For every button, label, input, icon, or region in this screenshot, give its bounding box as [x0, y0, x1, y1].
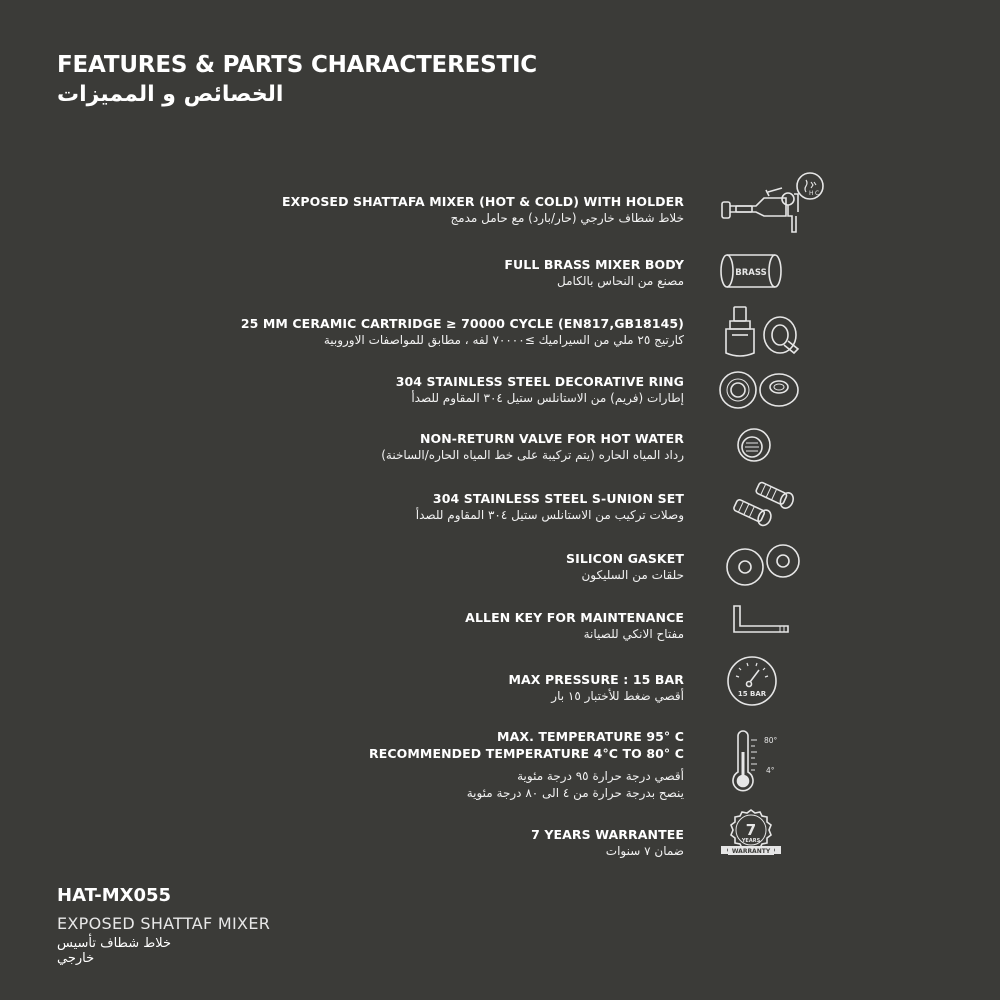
pressure-label: 15 BAR [737, 690, 767, 698]
shattafa-mixer-icon [716, 172, 828, 236]
feature-label: NON-RETURN VALVE FOR HOT WATER [419, 431, 684, 446]
feature-label: EXPOSED SHATTAFA MIXER (HOT & COLD) WITH HOLDER [281, 194, 684, 209]
feature-row-shattafa-mixer [282, 193, 684, 227]
feature-label-arabic: رداد المياه الحاره (يتم تركيبة على خط المياه الحاره/الساخنة) [381, 448, 684, 462]
page-title: FEATURES & PARTS CHARACTERESTIC [57, 52, 537, 78]
silicon-gasket-icon [723, 541, 803, 587]
feature-label-arabic: مفتاح الانكي للصيانة [583, 627, 684, 641]
svg-text:H: H [809, 190, 814, 197]
model-number: HAT-MX055 [57, 885, 172, 906]
feature-row-warranty [531, 826, 684, 860]
feature-row-decorative-ring [396, 373, 684, 407]
pressure-gauge-icon [725, 654, 779, 708]
feature-label: 304 STAINLESS STEEL DECORATIVE RING [395, 374, 684, 389]
feature-label-arabic: أقصي ضغط للأختبار ١٥ بار [551, 689, 684, 703]
allen-key-icon [730, 604, 794, 638]
temp-high-label: 80° [764, 736, 778, 745]
feature-label-arabic: خلاط شطاف خارجي (حار/بارد) مع حامل مدمج [450, 211, 684, 225]
product-name: EXPOSED SHATTAF MIXER [57, 914, 271, 933]
product-name-arabic: خلاط شطاف تأسيس خارجي [57, 936, 172, 966]
thermometer-icon [729, 732, 785, 794]
feature-label: 25 MM CERAMIC CARTRIDGE ≥ 70000 CYCLE (EN817,GB18145) [240, 316, 684, 331]
brass-body-icon [719, 252, 783, 290]
warranty-ribbon: WARRANTY [731, 848, 771, 855]
ceramic-cartridge-icon [722, 305, 802, 359]
feature-label-arabic-secondary: ينصح بدرجة حرارة من ٤ الى ٨٠ درجة مئوية [466, 786, 684, 800]
s-union-icon [730, 477, 800, 527]
feature-label: 7 YEARS WARRANTEE [531, 827, 684, 842]
warranty-number: 7 [745, 821, 757, 839]
feature-row-non-return-valve [381, 430, 684, 464]
feature-label: 304 STAINLESS STEEL S-UNION SET [432, 491, 684, 506]
feature-label-arabic: إطارات (فريم) من الاستانلس ستيل ٣٠٤ المقاوم للصدأ [411, 391, 684, 405]
feature-row-silicon-gasket [566, 550, 684, 584]
feature-row-ceramic-cartridge [241, 315, 684, 349]
feature-label-arabic: مصنع من النحاس بالكامل [557, 274, 684, 288]
feature-label: MAX PRESSURE : 15 BAR [508, 672, 684, 687]
feature-row-s-union [416, 490, 684, 524]
svg-text:C: C [815, 190, 820, 197]
feature-row-max-pressure [508, 671, 684, 705]
feature-label: ALLEN KEY FOR MAINTENANCE [465, 610, 684, 625]
decorative-ring-icon [719, 368, 801, 412]
brass-label: BRASS [735, 268, 767, 278]
feature-label-arabic: وصلات تركيب من الاستانلس ستيل ٣٠٤ المقاوم للصدأ [415, 508, 684, 522]
feature-label-arabic: حلقات من السليكون [581, 568, 684, 582]
page-title-arabic: الخصائص و المميزات [57, 82, 284, 107]
feature-label-arabic: أقصي درجة حرارة ٩٥ درجة مئوية [517, 769, 684, 783]
feature-row-allen-key [465, 609, 684, 643]
feature-label-arabic: كارتيج ٢٥ ملي من السيراميك ≥٧٠٠٠٠ لفه ، مطابق للمواصفات الاوروبية [323, 333, 684, 347]
temp-low-label: 4° [766, 766, 775, 775]
feature-label-arabic: ضمان ٧ سنوات [605, 844, 684, 858]
warranty-badge-icon [719, 808, 783, 862]
feature-label: MAX. TEMPERATURE 95° C [497, 729, 684, 744]
non-return-valve-icon [734, 425, 774, 465]
feature-row-temperature [369, 728, 684, 802]
feature-label: SILICON GASKET [566, 551, 684, 566]
feature-label: FULL BRASS MIXER BODY [504, 257, 684, 272]
feature-label-secondary: RECOMMENDED TEMPERATURE 4°C TO 80° C [369, 746, 684, 761]
feature-row-brass-body [504, 256, 684, 290]
warranty-years: YEARS [741, 838, 761, 844]
